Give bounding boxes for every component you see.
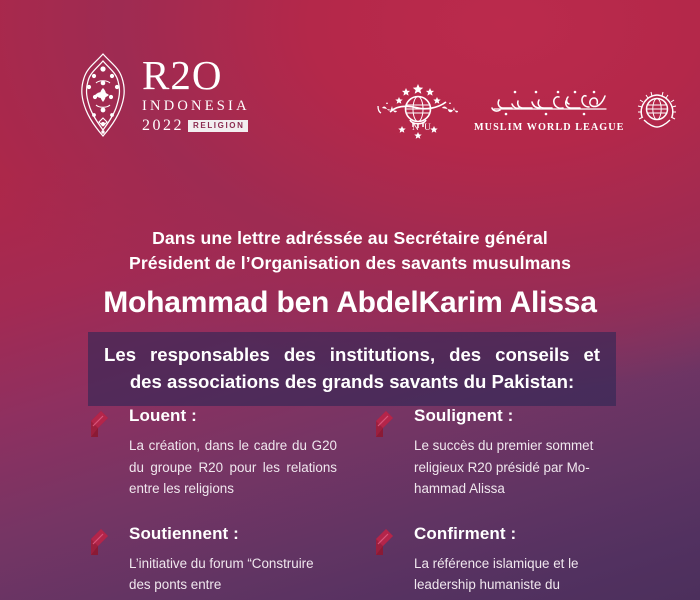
nahdlatul-ulama-logo <box>366 82 470 144</box>
point-body <box>414 406 622 500</box>
point-item-soutiennent <box>88 524 337 596</box>
batik-ornament-icon <box>72 52 134 138</box>
point-item-confirment <box>373 524 622 596</box>
headline-line-2: Président de l’Organisation des savants musulmans <box>129 253 571 273</box>
point-item-louent <box>88 406 337 500</box>
subject-banner <box>88 332 616 406</box>
headline-person-name: Mohammad ben AbdelKarim Alissa <box>103 286 597 319</box>
point-title: Soulignent : <box>414 406 514 425</box>
headline-line-1: Dans une lettre adréssée au Secrétaire général <box>152 228 548 248</box>
point-body <box>129 406 337 500</box>
logo-row <box>0 0 700 176</box>
mwl-english-text: MUSLIM WORLD LEAGUE <box>474 121 625 133</box>
headline-block <box>0 226 700 320</box>
r20-main-text: R2O <box>142 51 223 98</box>
pencil-icon <box>88 409 110 439</box>
point-title: Louent : <box>129 406 197 425</box>
point-item-soulignent <box>373 406 622 500</box>
mwl-text-block <box>474 88 625 133</box>
r20-year-text: 2022 <box>142 117 184 135</box>
r20-country-text: INDONESIA <box>142 98 250 115</box>
banner-line-1: Les responsables des institutions, des conseils et <box>104 344 600 365</box>
point-title: Soutiennent : <box>129 523 239 543</box>
muslim-world-league-logo <box>474 86 681 134</box>
banner-line-2: des associations des grands savants du Pakistan: <box>129 371 575 392</box>
point-text: La création, dans le cadre du G20 du groupe R20 pour les relations entre les religions <box>129 438 337 496</box>
point-body <box>414 524 622 596</box>
point-body <box>129 524 337 596</box>
point-text: L’initiative du forum “Construire des ponts entre <box>129 555 314 592</box>
point-text: La référence islamique et le leadership humaniste du <box>414 555 579 592</box>
point-text: Le succès du premier sommet religieux R20 présidé par Mo-hammad Alissa <box>414 438 594 496</box>
r20-wordmark <box>142 51 250 135</box>
point-title: Confirment : <box>414 523 517 543</box>
r20-religion-badge: RELIGION <box>188 120 248 132</box>
mwl-arabic-calligraphy-icon <box>488 88 610 118</box>
nu-letter-u: U <box>424 123 431 133</box>
points-grid <box>88 406 622 596</box>
nu-letter-n: N <box>412 123 419 133</box>
pencil-icon <box>373 527 395 557</box>
r20-indonesia-logo <box>72 52 250 138</box>
nu-arabic-left <box>378 102 397 113</box>
mwl-globe-wreath-icon <box>633 86 681 134</box>
pencil-icon <box>88 527 110 557</box>
pencil-icon <box>373 409 395 439</box>
r20-year-row <box>142 117 248 135</box>
